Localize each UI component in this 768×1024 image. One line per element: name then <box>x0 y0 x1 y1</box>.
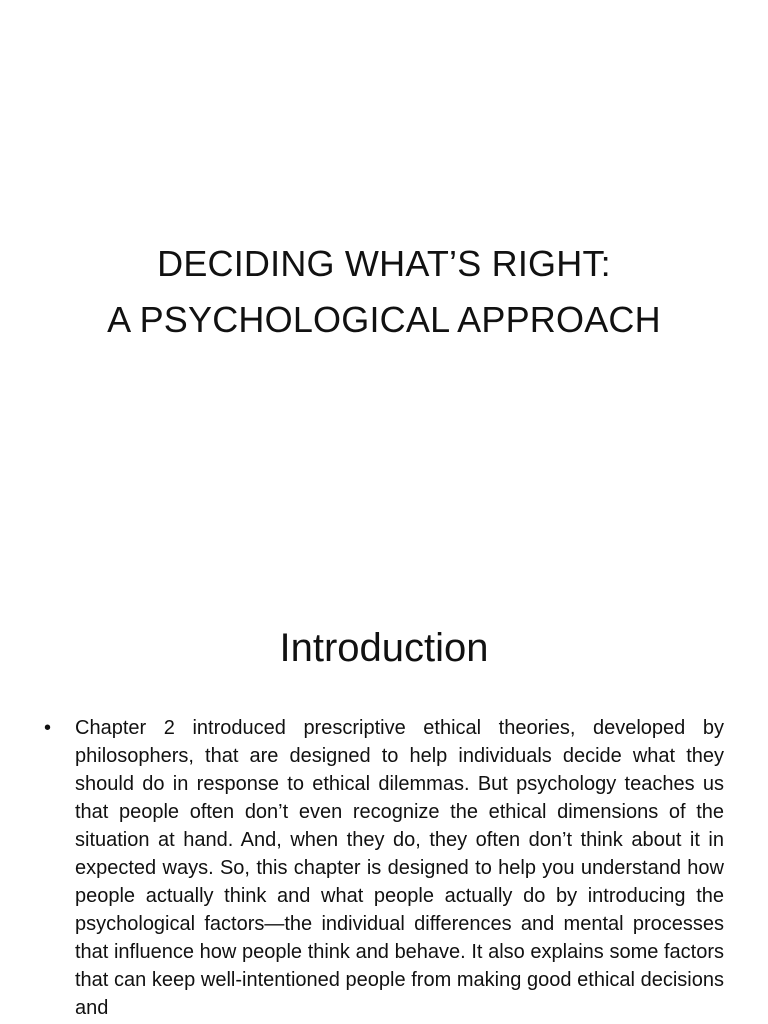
slide-title-line-1: DECIDING WHAT’S RIGHT: <box>157 243 611 284</box>
bullet-item <box>44 714 724 1022</box>
slide-title-line-2: A PSYCHOLOGICAL APPROACH <box>107 299 661 340</box>
bullet-marker: • <box>44 717 52 739</box>
bullet-text: Chapter 2 introduced prescriptive ethical theories, developed by philosophers, that are designed to help individuals decide what they should do in response to ethical dilemmas. But psychology teaches us that people often don’t even recognize the ethical dimensions of the situation at hand. And, when they do, they often don’t think about it in expected ways. So, this chapter is designed to help you understand how people actually think and what people actually do by introducing the psychological factors—the individual differences and mental processes that influence how people think and behave. It also explains some factors that can keep well-intentioned people from making good ethical decisions and <box>75 717 724 1019</box>
slide-title <box>0 236 768 348</box>
bullet-list <box>44 714 724 1022</box>
section-heading: Introduction <box>279 626 489 670</box>
